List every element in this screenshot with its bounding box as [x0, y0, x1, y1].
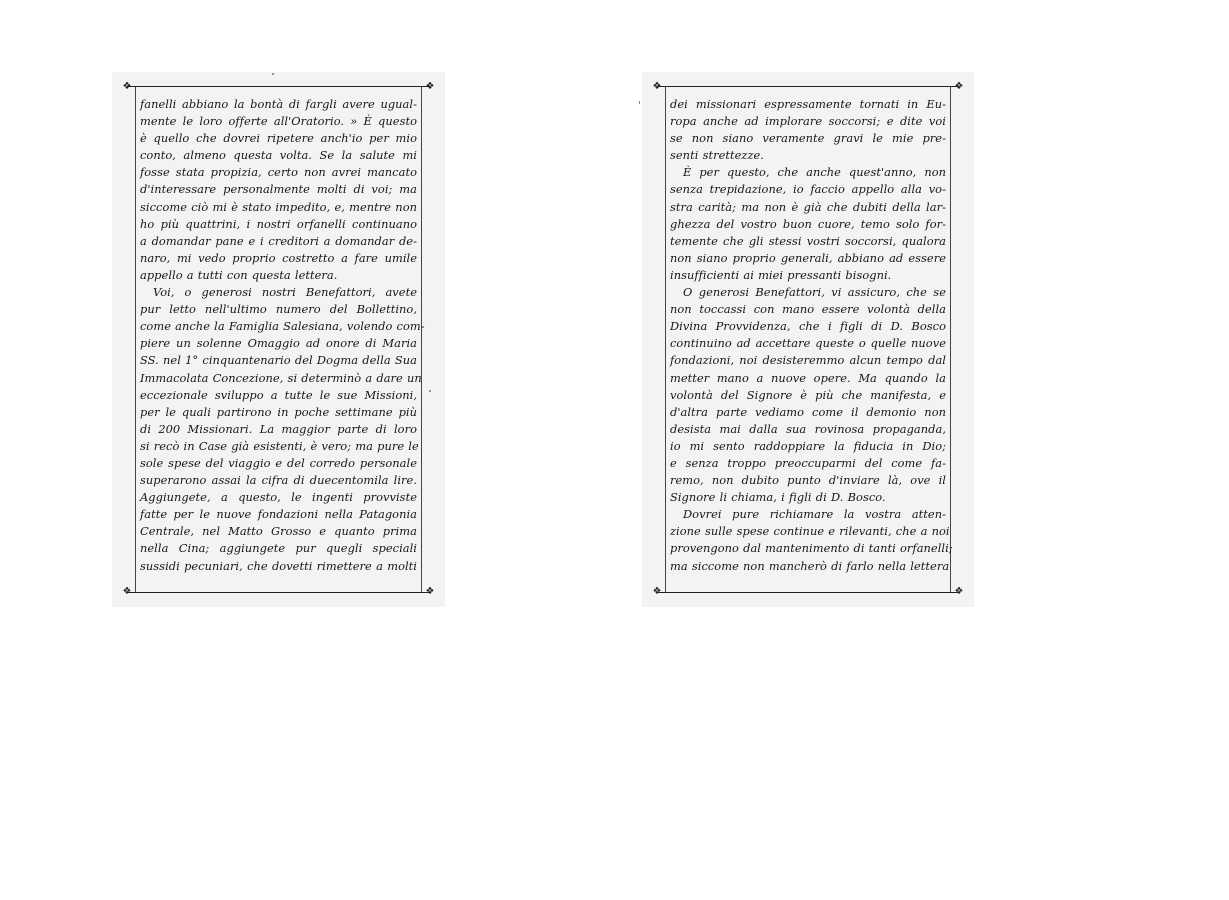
text-line: Signore li chiama, i figli di D. Bosco.: [670, 490, 886, 505]
text-line: eccezionale sviluppo a tutte le sue Missioni,: [140, 387, 417, 402]
scan-speck: [272, 73, 274, 75]
scan-speck: [429, 390, 431, 392]
text-line: ghezza del vostro buon cuore, temo solo for-: [670, 216, 946, 231]
text-line: Aggiungete, a questo, le ingenti provviste: [140, 490, 417, 505]
text-line: Centrale, nel Matto Grosso e quanto prima: [140, 524, 417, 539]
text-line: a domandar pane e i creditori a domandar de-: [140, 233, 417, 248]
scan-speck: [639, 101, 640, 104]
corner-ornament-icon: ❖: [425, 586, 435, 597]
text-line: ma siccome non mancherò di farlo nella lettera: [670, 558, 950, 573]
text-line: nella Cina; aggiungete pur quegli speciali: [140, 541, 417, 556]
corner-ornament-icon: ❖: [954, 81, 964, 92]
text-line: È per questo, che anche quest'anno, non: [683, 165, 946, 180]
text-line: si recò in Case già esistenti, è vero; ma pure le: [140, 438, 419, 453]
text-line: zione sulle spese continue e rilevanti, che a noi: [670, 524, 950, 539]
right-page-text: [670, 96, 953, 575]
text-line: volontà del Signore è più che manifesta, e: [670, 387, 946, 402]
text-line: SS. nel 1° cinquantenario del Dogma della Sua: [140, 353, 417, 368]
text-line: per le quali partirono in poche settimane più: [140, 404, 417, 419]
text-line: superarono assai la cifra di duecentomila lire.: [140, 473, 417, 488]
text-line: Voi, o generosi nostri Benefattori, avete: [153, 285, 417, 300]
text-line: metter mano a nuove opere. Ma quando la: [670, 370, 946, 385]
text-line: fatte per le nuove fondazioni nella Patagonia: [140, 507, 417, 522]
text-line: io mi sento raddoppiare la fiducia in Dio;: [670, 438, 946, 453]
text-line: conto, almeno questa volta. Se la salute mi: [140, 148, 417, 163]
corner-ornament-icon: ❖: [122, 81, 132, 92]
text-line: sole spese del viaggio e del corredo personale: [140, 455, 417, 470]
text-line: non toccassi con mano essere volontà della: [670, 302, 946, 317]
text-line: senti strettezze.: [670, 148, 764, 163]
corner-ornament-icon: ❖: [954, 586, 964, 597]
text-line: temente che gli stessi vostri soccorsi, qualora: [670, 233, 946, 248]
left-page-text: [140, 96, 425, 575]
text-line: piere un solenne Omaggio ad onore di Maria: [140, 336, 417, 351]
text-line: se non siano veramente gravi le mie pre-: [670, 131, 946, 146]
text-line: Immacolata Concezione, si determinò a dare un: [140, 370, 422, 385]
text-line: desista mai dalla sua rovinosa propaganda,: [670, 421, 946, 436]
text-line: stra carità; ma non è già che dubiti della lar-: [670, 199, 946, 214]
text-line: ho più quattrini, i nostri orfanelli continuano: [140, 216, 417, 231]
text-line: naro, mi vedo proprio costretto a fare umile: [140, 250, 417, 265]
text-line: e senza troppo preoccuparmi del come fa-: [670, 455, 946, 470]
text-line: O generosi Benefattori, vi assicuro, che se: [683, 285, 946, 300]
text-line: fanelli abbiano la bontà di fargli avere ugual-: [140, 97, 417, 111]
corner-ornament-icon: ❖: [425, 81, 435, 92]
text-line: sussidi pecuniari, che dovetti rimettere a molti: [140, 558, 417, 573]
corner-ornament-icon: ❖: [652, 586, 662, 597]
corner-ornament-icon: ❖: [122, 586, 132, 597]
text-line: di 200 Missionari. La maggior parte di loro: [140, 421, 417, 436]
text-line: Dovrei pure richiamare la vostra atten-: [683, 507, 946, 522]
text-line: dei missionari espressamente tornati in Eu-: [670, 97, 946, 111]
text-line: mente le loro offerte all'Oratorio. » È questo: [140, 114, 417, 129]
text-line: d'interessare personalmente molti di voi; ma: [140, 182, 417, 197]
corner-ornament-icon: ❖: [652, 81, 662, 92]
text-line: pur letto nell'ultimo numero del Bollettino,: [140, 302, 417, 317]
text-line: ropa anche ad implorare soccorsi; e dite voi: [670, 114, 946, 129]
text-line: provengono dal mantenimento di tanti orfanelli;: [670, 541, 953, 556]
text-line: senza trepidazione, io faccio appello alla vo-: [670, 182, 946, 197]
text-line: d'altra parte vediamo come il demonio non: [670, 404, 946, 419]
left-page: [112, 72, 445, 607]
text-line: fondazioni, noi desisteremmo alcun tempo dal: [670, 353, 946, 368]
text-line: fosse stata propizia, certo non avrei mancato: [140, 165, 417, 180]
text-line: continuino ad accettare queste o quelle nuove: [670, 336, 946, 351]
text-line: appello a tutti con questa lettera.: [140, 267, 338, 282]
text-line: remo, non dubito punto d'inviare là, ove il: [670, 473, 946, 488]
text-line: non siano proprio generali, abbiano ad essere: [670, 250, 946, 265]
text-line: siccome ciò mi è stato impedito, e, mentre non: [140, 199, 417, 214]
text-line: insufficienti ai miei pressanti bisogni.: [670, 267, 892, 282]
right-page: [642, 72, 974, 607]
text-line: è quello che dovrei ripetere anch'io per mio: [140, 131, 417, 146]
text-line: Divina Provvidenza, che i figli di D. Bosco: [670, 319, 946, 334]
text-line: come anche la Famiglia Salesiana, volendo com-: [140, 319, 425, 334]
